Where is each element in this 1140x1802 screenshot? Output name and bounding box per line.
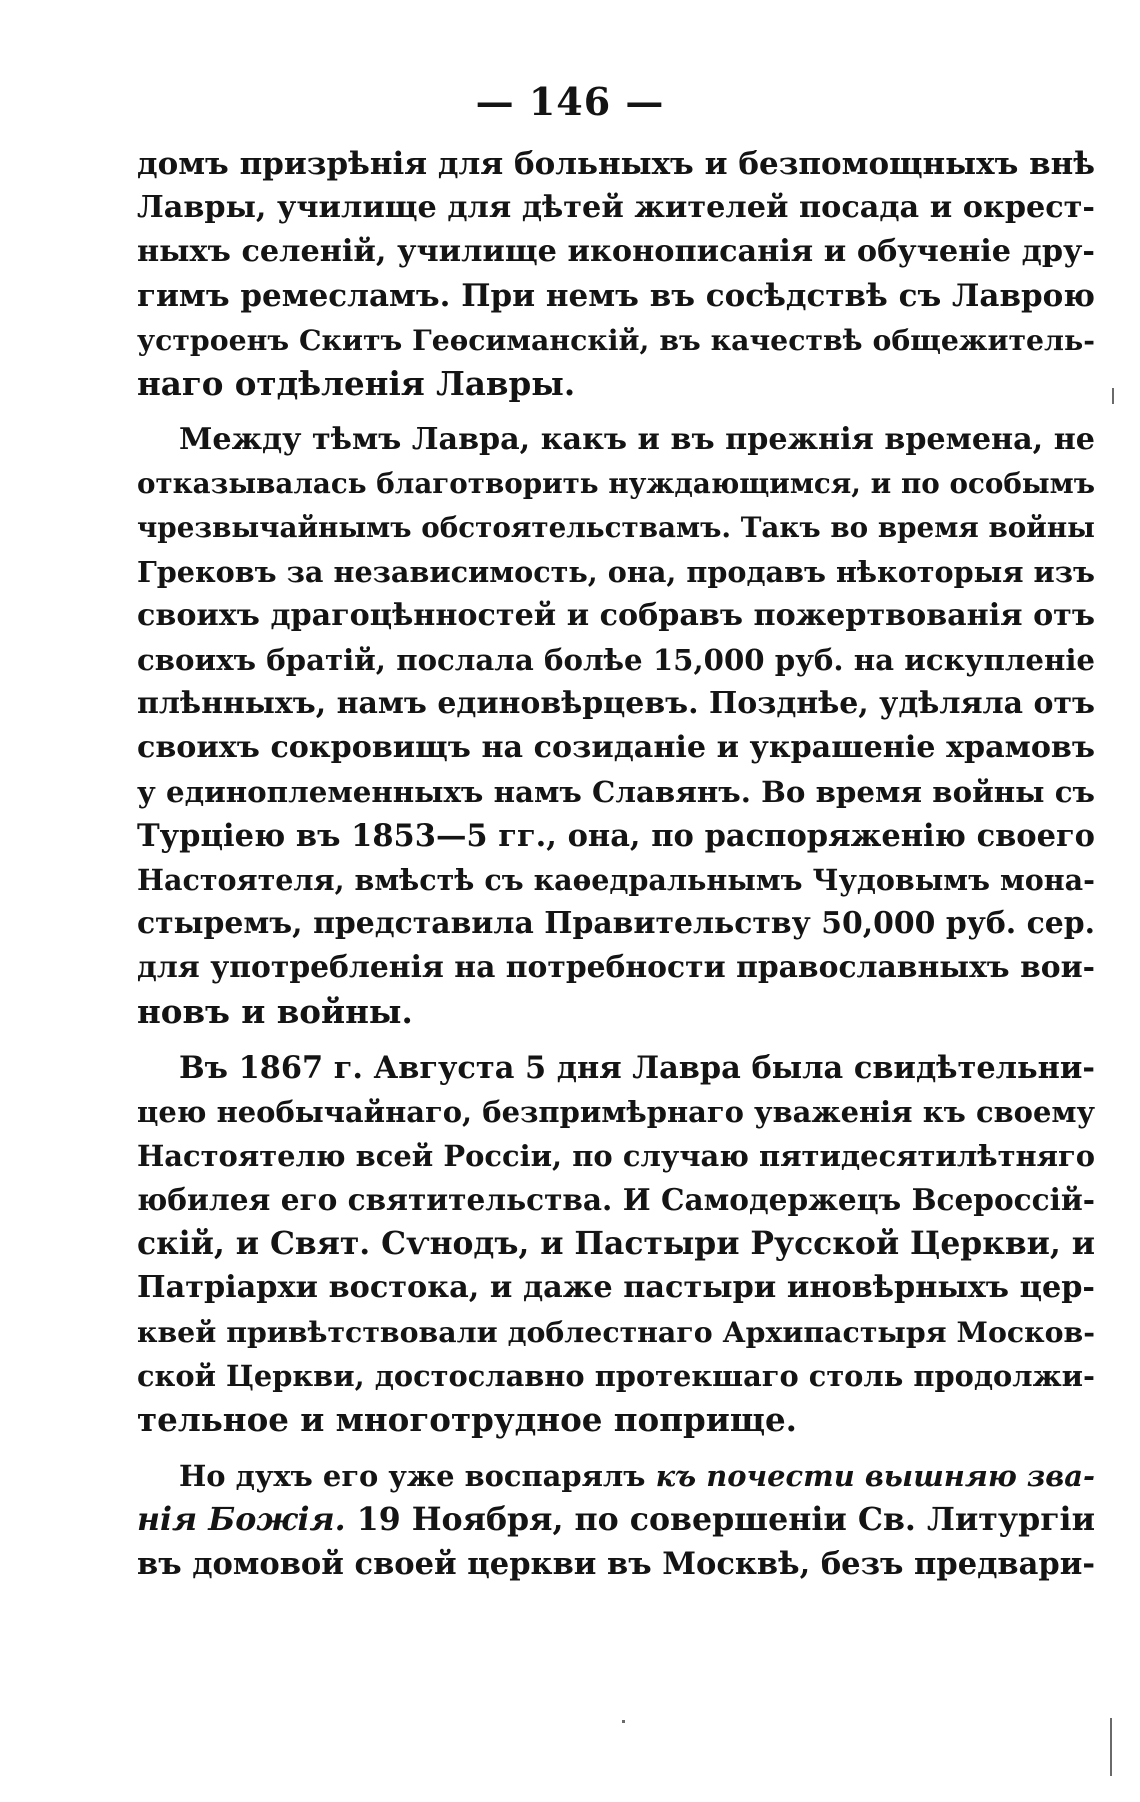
text-line: устроенъ Скитъ Геѳсиманскій, въ качествѣ общежитель- [137, 323, 1095, 357]
text-line: домъ призрѣнія для больныхъ и безпомощныхъ внѣ [137, 146, 1095, 182]
scan-mark [1110, 1718, 1112, 1776]
text-line [137, 1454, 1095, 1498]
text-line: скій, и Свят. Сѵнодъ, и Пастыри Русской Церкви, и [137, 1226, 1095, 1262]
text-line: Настоятелю всей Россіи, по случаю пятидесятилѣтняго [137, 1139, 1095, 1173]
text-line: у единоплеменныхъ намъ Славянъ. Во время войны съ [137, 775, 1095, 809]
text-line: квей привѣтствовали доблестнаго Архипастыря Москов- [137, 1315, 1095, 1349]
text-line: наго отдѣленія Лавры. [137, 364, 576, 403]
text-line: въ домовой своей церкви въ Москвѣ, безъ предвари- [137, 1546, 1095, 1582]
paragraph-3 [137, 1046, 1095, 1442]
text-line: своихъ сокровищъ на созиданіе и украшеніе храмовъ [137, 730, 1095, 765]
text-line: Турціею въ 1853—5 гг., она, по распоряженію своего [137, 818, 1095, 854]
text-line: Грековъ за независимость, она, продавъ нѣкоторыя изъ [137, 555, 1095, 589]
text-line: Лавры, училище для дѣтей жителей посада и окрест- [137, 190, 1095, 225]
text-line: Между тѣмъ Лавра, какъ и въ прежнія времена, не [179, 422, 1095, 457]
text-line: ской Церкви, достославно протекшаго столь продолжи- [137, 1359, 1095, 1393]
body-text [137, 142, 1095, 1586]
text-run: Но духъ его уже воспарялъ [179, 1459, 656, 1493]
paragraph-1 [137, 142, 1095, 406]
text-line: Въ 1867 г. Августа 5 дня Лавра была свидѣтельни- [179, 1050, 1095, 1086]
text-line: отказывалась благотворить нуждающимся, и по особымъ [137, 467, 1095, 500]
paragraph-2 [137, 418, 1095, 1034]
text-line: ныхъ селеній, училище иконописанія и обученіе дру- [137, 234, 1095, 269]
text-line: новъ и войны. [137, 992, 413, 1031]
text-line: плѣнныхъ, намъ единовѣрцевъ. Позднѣе, удѣляла отъ [137, 686, 1095, 721]
scan-mark [1112, 388, 1114, 404]
text-line: для употребленія на потребности православныхъ вои- [137, 950, 1095, 985]
italic-quotation: къ почести вышняю зва- [655, 1459, 1095, 1493]
text-line: цею необычайнаго, безпримѣрнаго уваженія къ своему [137, 1095, 1095, 1129]
scan-mark [622, 1720, 625, 1723]
paragraph-4 [137, 1454, 1095, 1586]
text-line: чрезвычайнымъ обстоятельствамъ. Такъ во время войны [137, 511, 1095, 544]
text-line: стыремъ, представила Правительству 50,000 руб. сер. [137, 906, 1095, 941]
text-run: 19 Ноября, по совершеніи Св. Литургіи [345, 1501, 1095, 1538]
text-line: своихъ братій, послала болѣе 15,000 руб. на искупленіе [137, 643, 1095, 677]
text-line: тельное и многотрудное поприще. [137, 1400, 797, 1439]
text-line: юбилея его святительства. И Самодержецъ Всероссій- [137, 1182, 1095, 1217]
text-line: гимъ ремесламъ. При немъ въ сосѣдствѣ съ Лаврою [137, 278, 1095, 314]
text-line: Патріархи востока, и даже пастыри иновѣрныхъ цер- [137, 1270, 1095, 1305]
page-number: — 146 — [475, 79, 665, 124]
text-line [137, 1498, 1095, 1542]
italic-quotation: нія Божія. [137, 1501, 346, 1538]
text-line: своихъ драгоцѣнностей и собравъ пожертвованія отъ [137, 598, 1095, 633]
text-line: Настоятеля, вмѣстѣ съ каѳедральнымъ Чудовымъ мона- [137, 863, 1095, 897]
